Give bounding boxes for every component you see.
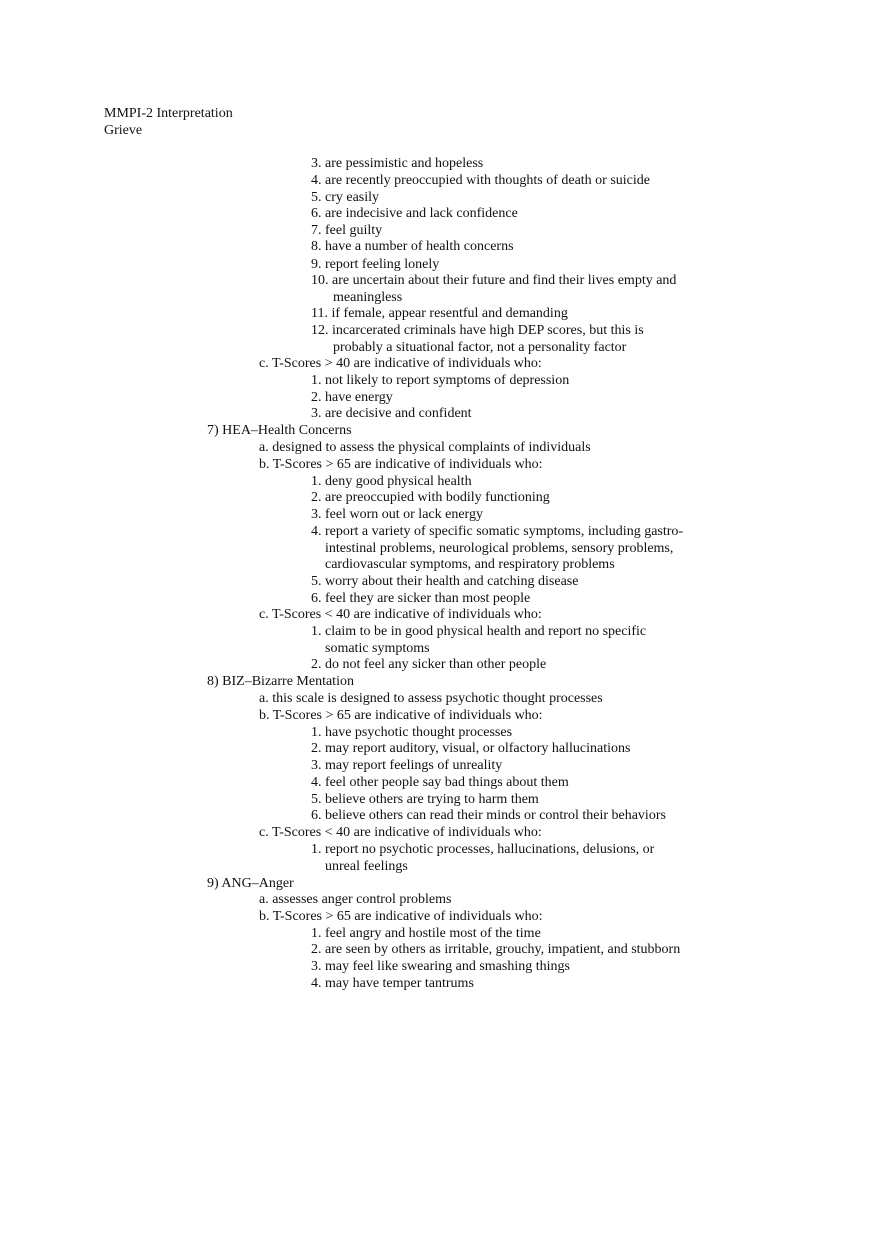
list-item: 2. do not feel any sicker than other people xyxy=(311,657,547,672)
list-item: 9. report feeling lonely xyxy=(311,257,440,272)
list-item: 4. may have temper tantrums xyxy=(311,976,474,991)
list-item: 2. are preoccupied with bodily functioning xyxy=(311,490,550,505)
list-item: 1. report no psychotic processes, hallucinations, delusions, or xyxy=(311,842,655,857)
list-item: 1. claim to be in good physical health and report no specific xyxy=(311,624,647,639)
list-item: 6. are indecisive and lack confidence xyxy=(311,206,518,221)
list-item: 5. worry about their health and catching disease xyxy=(311,574,579,589)
subsection-item: a. designed to assess the physical complaints of individuals xyxy=(259,440,591,455)
list-item: 1. have psychotic thought processes xyxy=(311,725,513,740)
list-item: 10. are uncertain about their future and find their lives empty and xyxy=(311,273,677,288)
list-item: 2. have energy xyxy=(311,390,393,405)
list-item: 4. are recently preoccupied with thoughts of death or suicide xyxy=(311,173,650,188)
list-item: 12. incarcerated criminals have high DEP scores, but this is xyxy=(311,323,644,338)
subsection-heading: c. T-Scores < 40 are indicative of individuals who: xyxy=(259,825,542,840)
list-item-continuation: meaningless xyxy=(333,290,403,305)
subsection-heading: b. T-Scores > 65 are indicative of individuals who: xyxy=(259,708,543,723)
list-item-continuation: intestinal problems, neurological problems, sensory problems, xyxy=(325,541,674,556)
section-heading-hea: 7) HEA–Health Concerns xyxy=(207,423,352,438)
section-heading-biz: 8) BIZ–Bizarre Mentation xyxy=(207,674,354,689)
subsection-heading: c. T-Scores < 40 are indicative of individuals who: xyxy=(259,607,542,622)
list-item: 2. are seen by others as irritable, grouchy, impatient, and stubborn xyxy=(311,942,681,957)
list-item: 2. may report auditory, visual, or olfactory hallucinations xyxy=(311,741,631,756)
subsection-heading: b. T-Scores > 65 are indicative of individuals who: xyxy=(259,909,543,924)
list-item: 1. deny good physical health xyxy=(311,474,472,489)
list-item: 5. believe others are trying to harm them xyxy=(311,792,539,807)
document-title: MMPI-2 Interpretation xyxy=(104,106,233,121)
list-item: 1. feel angry and hostile most of the time xyxy=(311,926,541,941)
list-item: 3. are pessimistic and hopeless xyxy=(311,156,484,171)
list-item: 7. feel guilty xyxy=(311,223,383,238)
list-item: 6. feel they are sicker than most people xyxy=(311,591,531,606)
list-item: 8. have a number of health concerns xyxy=(311,239,514,254)
list-item: 6. believe others can read their minds or control their behaviors xyxy=(311,808,666,823)
section-heading-ang: 9) ANG–Anger xyxy=(207,876,294,891)
subsection-heading: c. T-Scores > 40 are indicative of individuals who: xyxy=(259,356,542,371)
list-item-continuation: probably a situational factor, not a personality factor xyxy=(333,340,627,355)
document-author: Grieve xyxy=(104,123,143,138)
list-item: 1. not likely to report symptoms of depression xyxy=(311,373,570,388)
document-header xyxy=(104,105,233,139)
list-item-continuation: somatic symptoms xyxy=(325,641,430,656)
list-item: 4. feel other people say bad things about them xyxy=(311,775,569,790)
subsection-item: a. assesses anger control problems xyxy=(259,892,452,907)
list-item: 4. report a variety of specific somatic symptoms, including gastro- xyxy=(311,524,684,539)
list-item: 11. if female, appear resentful and demanding xyxy=(311,306,568,321)
list-item-continuation: cardiovascular symptoms, and respiratory problems xyxy=(325,557,615,572)
subsection-item: a. this scale is designed to assess psychotic thought processes xyxy=(259,691,603,706)
list-item: 3. are decisive and confident xyxy=(311,406,472,421)
list-item-continuation: unreal feelings xyxy=(325,859,408,874)
list-item: 5. cry easily xyxy=(311,190,380,205)
list-item: 3. may report feelings of unreality xyxy=(311,758,503,773)
list-item: 3. feel worn out or lack energy xyxy=(311,507,483,522)
list-item: 3. may feel like swearing and smashing things xyxy=(311,959,570,974)
subsection-heading: b. T-Scores > 65 are indicative of individuals who: xyxy=(259,457,543,472)
